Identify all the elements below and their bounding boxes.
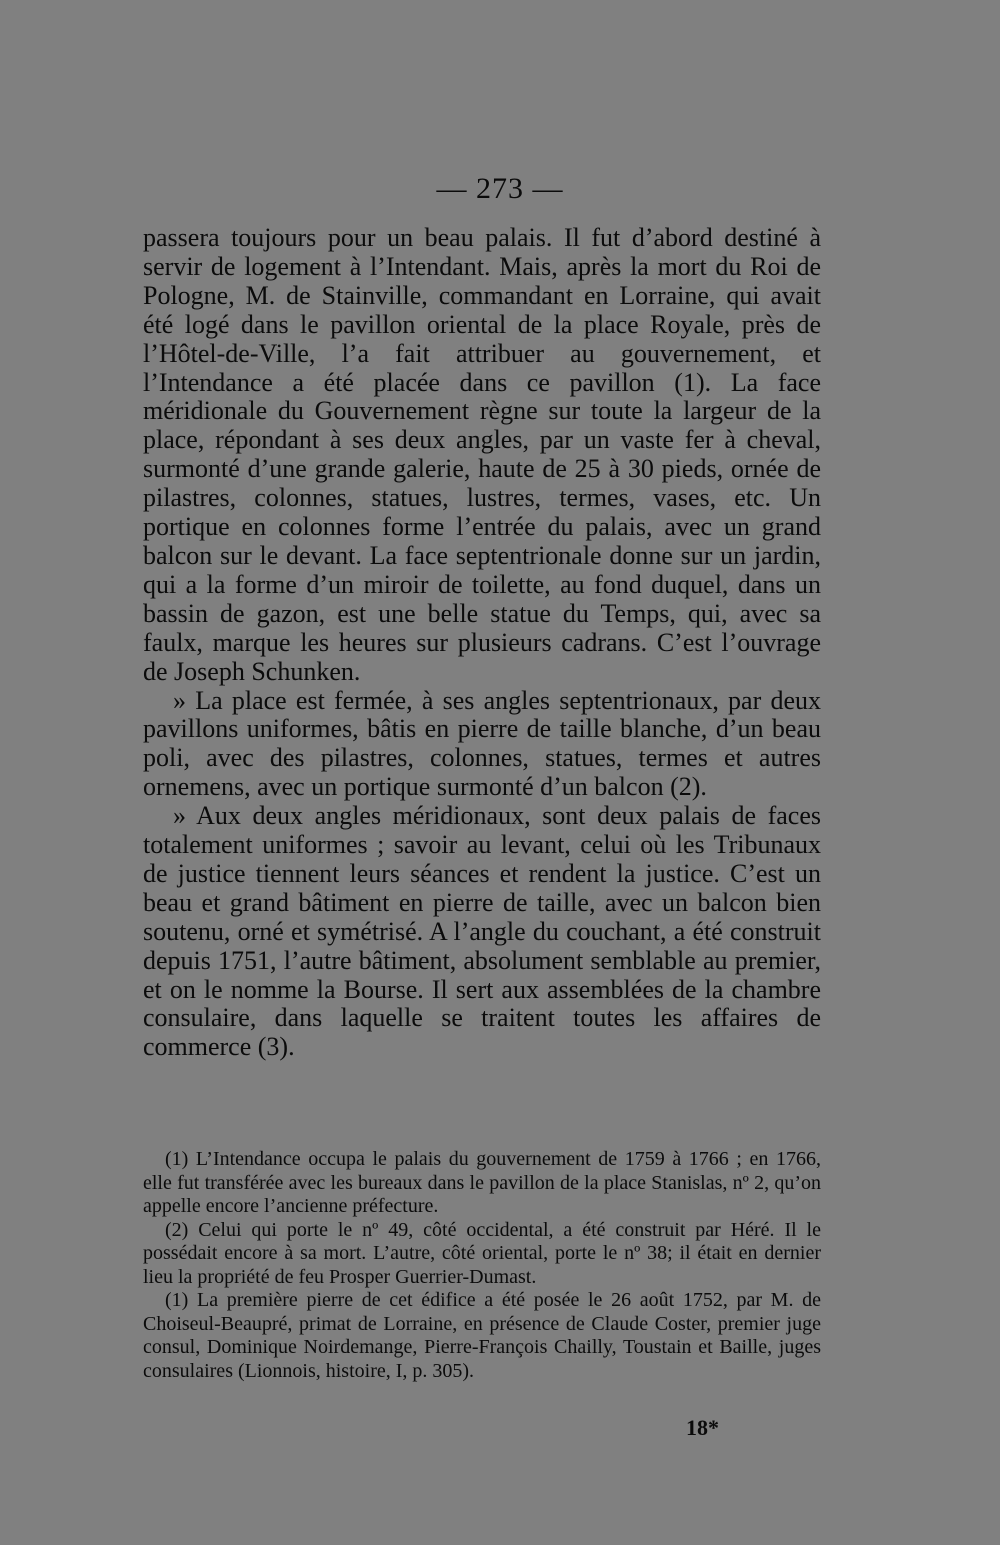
footnote-1: (1) L’Intendance occupa le palais du gouvernement de 1759 à 1766 ; en 1766, elle fut transférée avec les bureaux dans le pavillon de la place Stanislas, nº 2, qu’on appelle encore l’ancienne préfecture. xyxy=(143,1148,821,1217)
signature-mark: 18* xyxy=(686,1415,719,1440)
footnotes xyxy=(143,1148,821,1383)
page-number: — 273 — xyxy=(436,172,564,205)
footnote-2: (2) Celui qui porte le nº 49, côté occidental, a été construit par Héré. Il le possédait encore à sa mort. L’autre, côté oriental, porte le nº 38; il était en dernier lieu la propriété de feu Prosper Guerrier-Dumast. xyxy=(143,1218,821,1288)
footnote-3: (1) La première pierre de cet édifice a été posée le 26 août 1752, par M. de Choiseul-Beaupré, primat de Lorraine, en présence de Claude Coster, premier juge consul, Dominique Noirdemange, Pierre-François Chailly, Toustain et Baille, juges consulaires (Lionnois, histoire, I, p. 305). xyxy=(143,1289,821,1382)
paragraph-3: » Aux deux angles méridionaux, sont deux palais de faces totalement uniformes ; savoir au levant, celui où les Tribunaux de justice tiennent leurs séances et rendent la justice. C’est un beau et grand bâtiment en pierre de taille, avec un balcon bien soutenu, orné et symétrisé. A l’angle du couchant, a été construit depuis 1751, l’autre bâtiment, absolument semblable au premier, et on le nomme la Bourse. Il sert aux assemblées de la chambre consulaire, dans laquelle se traitent toutes les affaires de commerce (3). xyxy=(143,801,821,1062)
main-text xyxy=(143,224,821,1062)
paragraph-2: » La place est fermée, à ses angles septentrionaux, par deux pavillons uniformes, bâtis en pierre de taille blanche, d’un beau poli, avec des pilastres, colonnes, statues, termes et autres ornemens, avec un portique surmonté d’un balcon (2). xyxy=(143,685,821,802)
paragraph-1: passera toujours pour un beau palais. Il fut d’abord destiné à servir de logement à l’Intendant. Mais, après la mort du Roi de Pologne, M. de Stainville, commandant en Lorraine, qui avait été logé dans le pavillon oriental de la place Royale, près de l’Hôtel-de-Ville, l’a fait attribuer au gouvernement, et l’Intendance a été placée dans ce pavillon (1). La face méridionale du Gouvernement règne sur toute la largeur de la place, répondant à ses deux angles, par un vaste fer à cheval, surmonté d’une grande galerie, haute de 25 à 30 pieds, ornée de pilastres, colonnes, statues, lustres, termes, vases, etc. Un portique en colonnes forme l’entrée du palais, avec un grand balcon sur le devant. La face septentrionale donne sur un jardin, qui a la forme d’un miroir de toilette, au fond duquel, dans un bassin de gazon, est une belle statue du Temps, qui, avec sa faulx, marque les heures sur plusieurs cadrans. C’est l’ouvrage de Joseph Schunken. xyxy=(143,223,821,686)
